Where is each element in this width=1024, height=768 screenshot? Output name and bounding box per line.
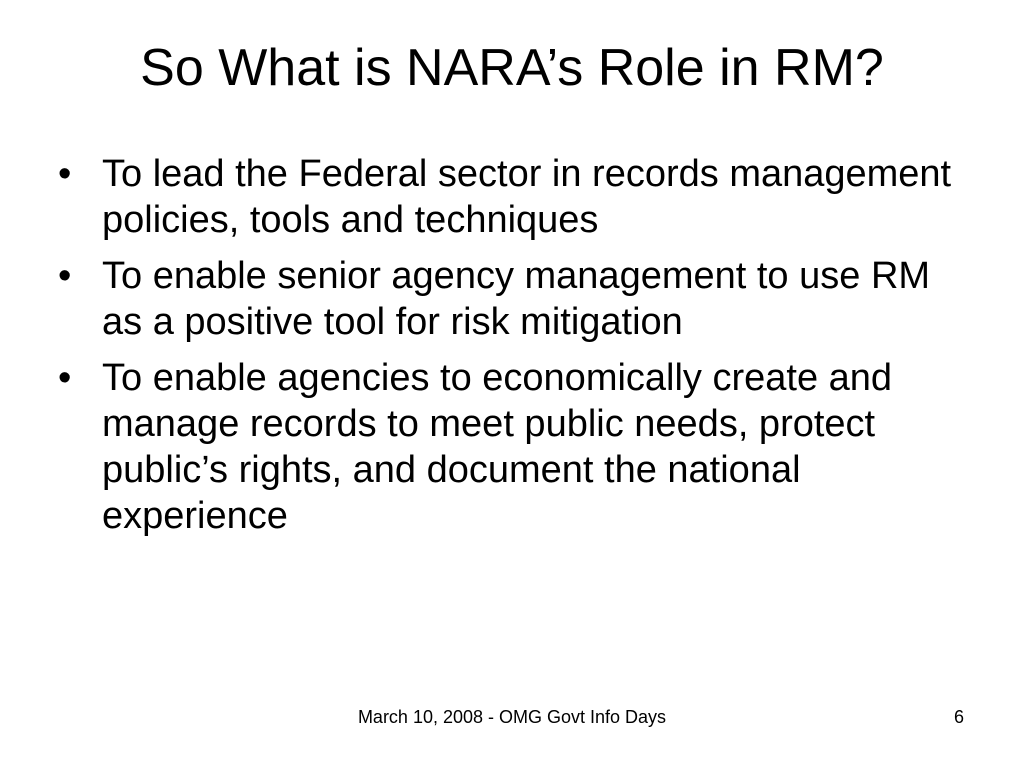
slide-title: So What is NARA’s Role in RM? bbox=[140, 39, 884, 97]
bullet-text: To lead the Federal sector in records management policies, tools and techniques bbox=[102, 153, 952, 241]
bullet-marker: • bbox=[58, 357, 72, 399]
bullet-item bbox=[58, 151, 978, 243]
bullet-list bbox=[58, 151, 978, 549]
bullet-marker: • bbox=[58, 255, 72, 297]
bullet-item bbox=[58, 355, 978, 539]
bullet-item bbox=[58, 253, 978, 345]
bullet-text: To enable senior agency management to use RM as a positive tool for risk mitigation bbox=[102, 255, 931, 343]
bullet-text: To enable agencies to economically create and manage records to meet public needs, protect public’s rights, and document the national experience bbox=[102, 357, 893, 537]
bullet-marker: • bbox=[58, 153, 72, 195]
footer-date-event: March 10, 2008 - OMG Govt Info Days bbox=[357, 707, 667, 727]
footer-page-number: 6 bbox=[953, 707, 964, 727]
